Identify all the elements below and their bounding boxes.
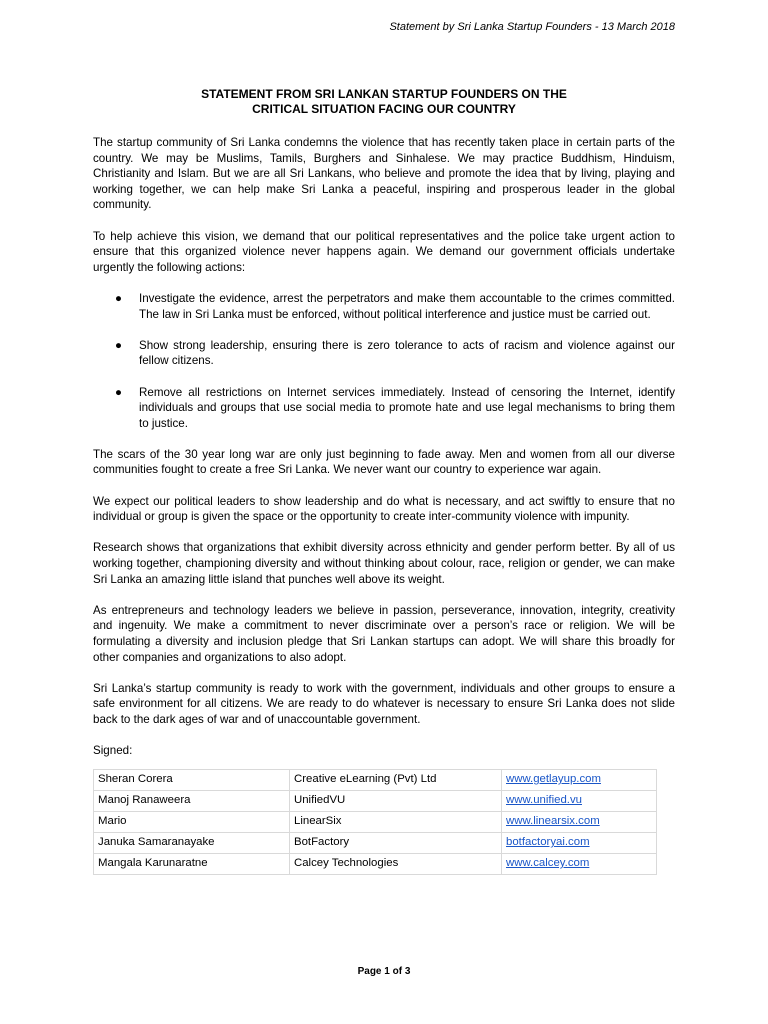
list-item	[93, 385, 675, 432]
signatory-website-link[interactable]: www.getlayup.com	[506, 772, 601, 785]
signatory-website-link[interactable]: www.linearsix.com	[506, 814, 600, 827]
signatory-name: Mangala Karunaratne	[94, 853, 290, 874]
title-line-2: CRITICAL SITUATION FACING OUR COUNTRY	[252, 102, 516, 116]
table-row	[94, 853, 657, 874]
bullet-icon: ●	[115, 291, 123, 305]
paragraph-war: The scars of the 30 year long war are only just beginning to fade away. Men and women from all our diverse communities fought to create a free Sri Lanka. We never want our country to experience war again.	[93, 447, 675, 477]
table-row	[94, 811, 657, 832]
signatory-name: Mario	[94, 811, 290, 832]
signatory-name: Manoj Ranaweera	[94, 790, 290, 811]
paragraph-intro: The startup community of Sri Lanka condemns the violence that has recently taken place in certain parts of the country. We may be Muslims, Tamils, Burghers and Sinhalese. We may practice Buddhism, Hinduism, Christianity and Islam. But we are all Sri Lankans, who believe and promote the idea that by living, playing and working together, we can help make Sri Lanka a peaceful, inspiring and prosperous leader in the global community.	[93, 136, 675, 212]
signatory-company: BotFactory	[290, 832, 502, 853]
signatory-company: LinearSix	[290, 811, 502, 832]
signatory-website-link[interactable]: botfactoryai.com	[506, 835, 590, 848]
table-row	[94, 769, 657, 790]
title-line-1: STATEMENT FROM SRI LANKAN STARTUP FOUNDERS ON THE	[201, 87, 567, 101]
signatory-company: Calcey Technologies	[290, 853, 502, 874]
signatory-website-link[interactable]: www.calcey.com	[506, 856, 590, 869]
paragraph-ready: Sri Lanka’s startup community is ready to work with the government, individuals and other groups to ensure a safe environment for all citizens. We are ready to do whatever is necessary to ensure Sri Lanka does not slide back to the dark ages of war and of unaccountable government.	[93, 681, 675, 726]
list-item-text: Show strong leadership, ensuring there is zero tolerance to acts of racism and violence against our fellow citizens.	[139, 338, 675, 368]
signatory-name: Januka Samaranayake	[94, 832, 290, 853]
document-body	[93, 135, 675, 875]
bullet-icon: ●	[115, 338, 123, 352]
signatory-name: Sheran Corera	[94, 769, 290, 790]
document-title	[93, 87, 675, 117]
bullet-icon: ●	[115, 385, 123, 399]
signatory-company: UnifiedVU	[290, 790, 502, 811]
list-item	[93, 338, 675, 369]
list-item	[93, 291, 675, 322]
paragraph-commitment: As entrepreneurs and technology leaders we believe in passion, perseverance, innovation, integrity, creativity and ingenuity. We make a commitment to never discriminate over a person’s race or religion. We will be formulating a diversity and inclusion pledge that Sri Lankan startups can adopt. We will share this broadly for other companies and organizations to also adopt.	[93, 603, 675, 664]
demands-list	[93, 291, 675, 431]
paragraph-leadership: We expect our political leaders to show leadership and do what is necessary, and act swiftly to ensure that no individual or group is given the space or the opportunity to create inter-community violence with impunity.	[93, 494, 675, 524]
paragraph-demands: To help achieve this vision, we demand that our political representatives and the police take urgent action to ensure that this organized violence never happens again. We demand our government officials undertake urgently the following actions:	[93, 229, 675, 274]
signatories-table	[93, 769, 657, 875]
table-row	[94, 832, 657, 853]
header-note: Statement by Sri Lanka Startup Founders - 13 March 2018	[389, 21, 675, 33]
page-number: Page 1 of 3	[357, 966, 411, 977]
signatory-company: Creative eLearning (Pvt) Ltd	[290, 769, 502, 790]
paragraph-research: Research shows that organizations that exhibit diversity across ethnicity and gender perform better. By all of us working together, championing diversity and without thinking about colour, race, religion or gender, we can make Sri Lanka an amazing little island that punches well above its weight.	[93, 541, 675, 586]
list-item-text: Investigate the evidence, arrest the perpetrators and make them accountable to the crimes committed. The law in Sri Lanka must be enforced, without political interference and justice must be carried out.	[139, 291, 675, 321]
signatory-website-link[interactable]: www.unified.vu	[506, 793, 582, 806]
table-row	[94, 790, 657, 811]
signed-label: Signed:	[93, 744, 133, 758]
list-item-text: Remove all restrictions on Internet services immediately. Instead of censoring the Internet, identify individuals and groups that use social media to promote hate and use legal mechanisms to bring them to justice.	[139, 385, 675, 430]
